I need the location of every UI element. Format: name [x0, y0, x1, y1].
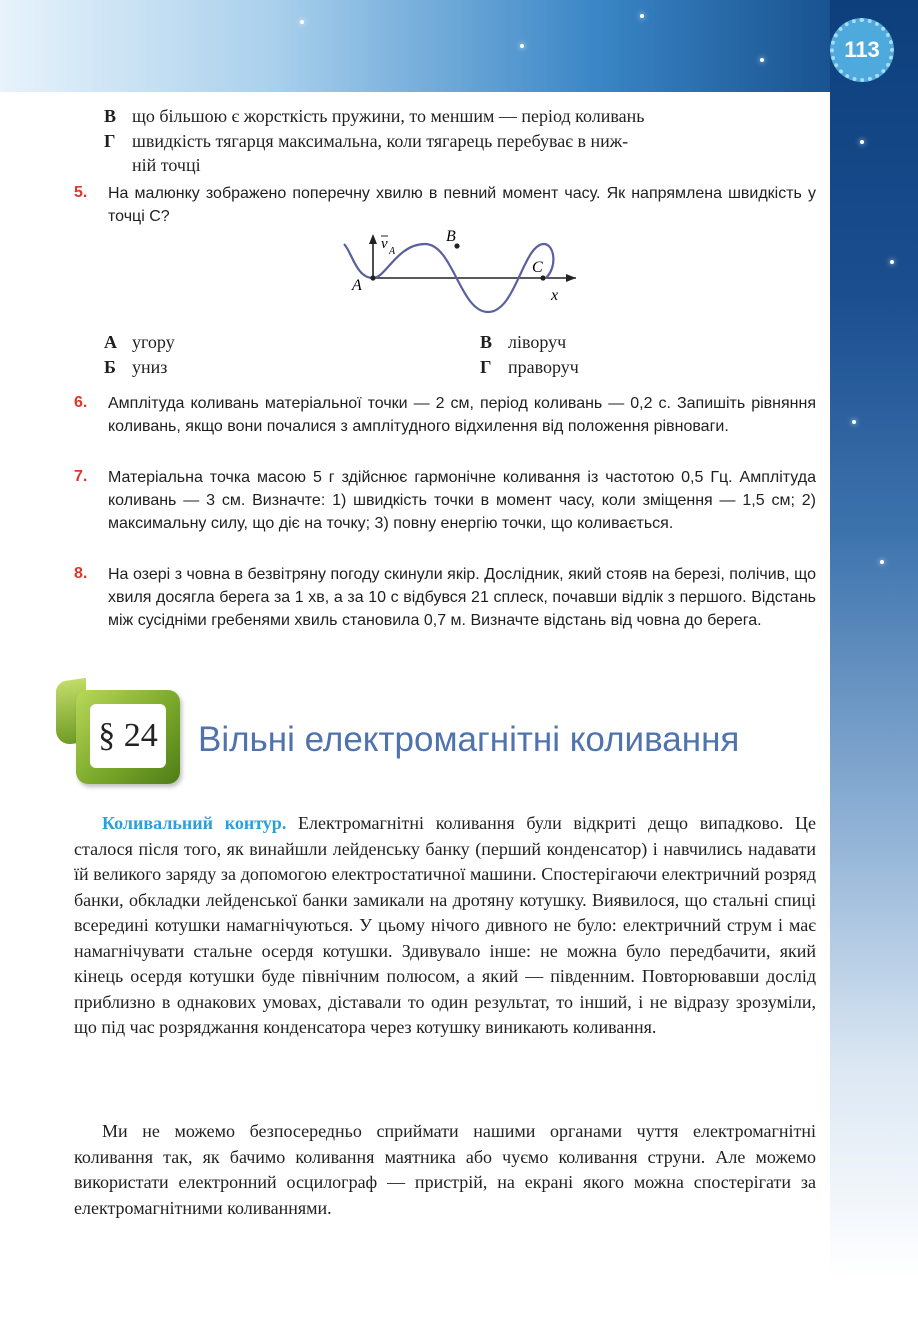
question-number: 7.	[74, 468, 88, 485]
option-text: угору	[132, 332, 175, 352]
page-number: 113	[844, 37, 880, 62]
option-letter: Г	[480, 357, 492, 377]
vector-subscript: A	[389, 246, 396, 257]
point-c	[540, 275, 545, 280]
point-a	[370, 275, 375, 280]
section-badge	[76, 690, 180, 784]
paragraph-2: Ми не можемо безпосередньо сприймати нашими органами чуття електромагнітні коливання так, як бачимо коливання маятника або чуємо коливання струни. Але можемо використати електронний осцилограф — пристрій, на екрані якого можна спостерігати за електромагнітними коливаннями.	[74, 1121, 816, 1218]
label-a: A	[352, 277, 362, 294]
option-text: униз	[132, 357, 168, 377]
paragraph-lead: Коливальний контур.	[102, 813, 287, 833]
section-number: § 24	[90, 704, 166, 768]
question-8-text: На озері з човна в безвітряну погоду скинули якір. Дослідник, який стояв на березі, полічив, що хвиля досягла берега за 1 хв, а за 10 с відбувся 21 сплеск, почавши відлік з першого. Відстань між сусідніми гребенями хвиль становила 0,7 м. Визначте відстань від човна до берега.	[108, 566, 816, 629]
star-decoration	[760, 58, 764, 62]
option-text: що більшою є жорсткість пружини, то меншим — період коливань	[132, 106, 645, 126]
question-7-text: Матеріальна точка масою 5 г здійснює гармонічне коливання із частотою 0,5 Гц. Амплітуда коливань — 3 см. Визначте: 1) швидкість точки в момент часу, коли зміщення — 1,5 см; 2) максимальну силу, що діє на точку; 3) повну енергію точки, що коливається.	[108, 469, 816, 532]
prev-option-g	[104, 129, 628, 153]
question-5-text: На малюнку зображено поперечну хвилю в певний момент часу. Як напрямлена швидкість у точці C?	[108, 185, 816, 225]
label-x: x	[551, 287, 559, 304]
q5-option-a	[104, 330, 175, 354]
page-number-badge	[830, 18, 894, 82]
paragraph-1	[74, 811, 816, 1041]
q5-option-g	[480, 355, 579, 379]
star-decoration	[852, 420, 856, 424]
option-letter: А	[104, 332, 117, 352]
question-number: 5.	[74, 184, 88, 201]
star-decoration	[860, 140, 864, 144]
vector-label: v	[381, 236, 388, 252]
star-decoration	[300, 20, 304, 24]
question-number: 8.	[74, 565, 88, 582]
prev-option-v	[104, 104, 644, 128]
wave-figure	[336, 226, 586, 316]
option-text: ліворуч	[508, 332, 567, 352]
star-decoration	[520, 44, 524, 48]
question-number: 6.	[74, 394, 88, 411]
section-title: Вільні електромагнітні коливання	[198, 720, 740, 759]
paragraph-1-text: Електромагнітні коливання були відкриті дещо випадково. Це сталося після того, як винайшли лейденську банку (перший конденсатор) і навчились надавати їй великого заряду за допомогою електростатичної машини. Спостерігаючи електричний розряд банки, обкладки лейденської банки замикали на дротяну котушку. Виявилося, що стальні спиці всередині котушки намагнічуються. У цьому нічого дивного не було: електричний струм і має намагнічувати стальне осердя котушки. Здивувало інше: не можна було передбачити, який кінець осердя котушки буде північним полюсом, а який — південним. Повторювавши дослід приблизно в однакових умовах, діставали то один результат, то інший, і не відразу зрозуміли, що під час розряджання конденсатора через котушку виникають коливання.	[74, 813, 816, 1037]
header-banner	[0, 0, 918, 92]
question-6-text: Амплітуда коливань матеріальної точки — 2 см, період коливань — 0,2 с. Запишіть рівняння коливань, якщо вони почалися з амплітудного відхилення від положення рівноваги.	[108, 395, 816, 435]
vector-arrow-icon	[369, 234, 377, 244]
star-decoration	[890, 260, 894, 264]
prev-option-g-continuation: ній точці	[132, 155, 201, 175]
option-letter: В	[104, 106, 117, 126]
q5-option-v	[480, 330, 566, 354]
option-letter: В	[480, 332, 493, 352]
star-decoration	[640, 14, 644, 18]
q5-option-b	[104, 355, 167, 379]
side-banner	[830, 0, 918, 1332]
x-axis-arrow-icon	[566, 274, 576, 282]
option-text: швидкість тягарця максимальна, коли тягарець перебуває в ниж-	[132, 131, 629, 151]
option-letter: Б	[104, 357, 116, 377]
star-decoration	[880, 560, 884, 564]
option-letter: Г	[104, 131, 116, 151]
label-b: B	[446, 228, 456, 245]
label-c: C	[532, 259, 543, 276]
option-text: праворуч	[508, 357, 579, 377]
